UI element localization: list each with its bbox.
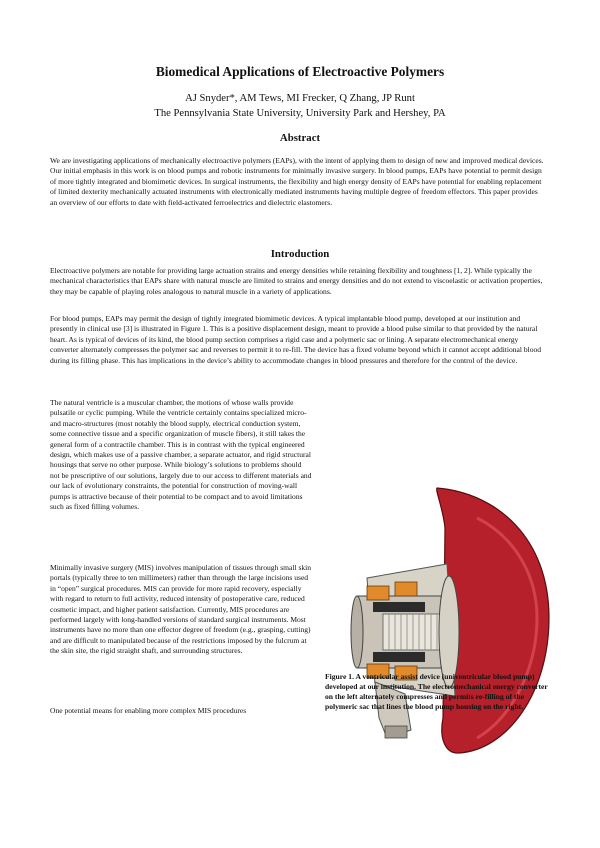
- author-block: [0, 92, 600, 121]
- abstract-heading: Abstract: [279, 132, 321, 144]
- body-paragraph-mis-continued: One potential means for enabling more complex MIS procedures: [50, 706, 247, 715]
- author-list: AJ Snyder*, AM Tews, MI Frecker, Q Zhang, JP Runt: [185, 93, 415, 104]
- figure-1-blood-pump-illustration: [327, 378, 557, 848]
- body-paragraph-ventricle: The natural ventricle is a muscular chamber, the motions of whose walls provide pulsatile or cyclic pumping. While the ventricle certainly contains specialized micro- and macro-structures (most notably the blood supply, electrical conduction system, some connective tissue and a specific organization of muscle fibers), it still takes the general form of a contractile chamber. This is in contrast with the typical engineered design, which makes use of a passive chamber, a separate actuator, and rigid structural housings that serve no other purpose. While biology’s solutions to problems should not be prescriptive of our solutions, largely due to our access to different materials and our lack of evolutionary constraints, the potential for construction of moving-wall pumps is attractive because of their potential to be compact and to avoid limitations such as fixed filling volumes.: [50, 398, 312, 512]
- paper-title: Biomedical Applications of Electroactive Polymers: [155, 64, 445, 79]
- body-paragraph-mis: Minimally invasive surgery (MIS) involves manipulation of tissues through small skin portals (typically three to ten millimeters) rather than through the large incisions used in “open” surgical procedures. MIS can provide for more rapid recovery, especially with regard to return to full activity, reduced intensity of postoperative care, reduced cosmetic impact, and higher patient satisfaction. Currently, MIS procedures are performed largely with long-handled versions of standard surgical instruments. Most instruments have no more than one effector degree of freedom (e.g., grasping, cutting) and are difficult to manipulated because of the restrictions imposed by the fulcrum at the skin site, the rigid straight shaft, and surrounding structures.: [50, 563, 312, 656]
- intro-heading: Introduction: [270, 248, 330, 260]
- coil-top-right: [395, 582, 417, 596]
- magnet-top: [373, 602, 425, 612]
- coil-top-left: [367, 586, 389, 600]
- magnet-bottom: [373, 652, 425, 662]
- figure-1-caption: Figure 1. A ventricular assist device (univentricular blood pump) developed at our institution. The electromechanical energy converter on the left alternately compresses and permits re-filling of the polymeric sac that lines the blood pump housing on the right.: [325, 672, 548, 711]
- affiliation: The Pennsylvania State University, University Park and Hershey, PA: [154, 107, 446, 119]
- end-cap: [351, 596, 363, 668]
- intro-paragraph-2: For blood pumps, EAPs may permit the design of tightly integrated biomimetic devices. A typical implantable blood pump, developed at our institution and presently in clinical use [3] is illustrated in Figure 1. This is a positive displacement design, meant to provide a blood pulse similar to that provided by the natural heart. As is typical of devices of its kind, the blood pump section comprises a rigid case and a polymeric sac or lining. A separate electromechanical energy converter alternately compresses the polymer sac and reverses to permit it to re-fill. The device has a fixed volume beyond which it cannot accept additional blood during its filling phase. This has implications in the device’s ability to accommodate changes in blood pressures and therefore for the control of the device.: [50, 314, 542, 365]
- abstract-text: We are investigating applications of mechanically electroactive polymers (EAPs), with the intent of applying them to design of new and improved medical devices. Our initial emphasis in this work is on blood pumps and robotic instruments for minimally invasive surgery. In blood pumps, EAPs have potential to permit design of more tightly integrated and biomimetic devices. In surgical instruments, the flexibility and high energy density of EAPs have potential for enabling replacement of limited dexterity mechanically actuated instruments with electronically mediated instruments having multiple degree of freedom effectors. This paper provides an overview of our efforts to date with field-activated ferroelectrics and dielectric elastomers.: [50, 156, 544, 207]
- intro-paragraph-1: Electroactive polymers are notable for providing large actuation strains and energy densities while retaining flexibility and toughness [1, 2]. While typically the mechanical characteristics that EAPs share with natural muscle are limited to strains and energy densities and do not extend to viscoelastic or activation properties, they may be capable of playing roles analogous to natural muscle in a variety of applications.: [50, 266, 543, 296]
- connector-cap: [385, 726, 407, 738]
